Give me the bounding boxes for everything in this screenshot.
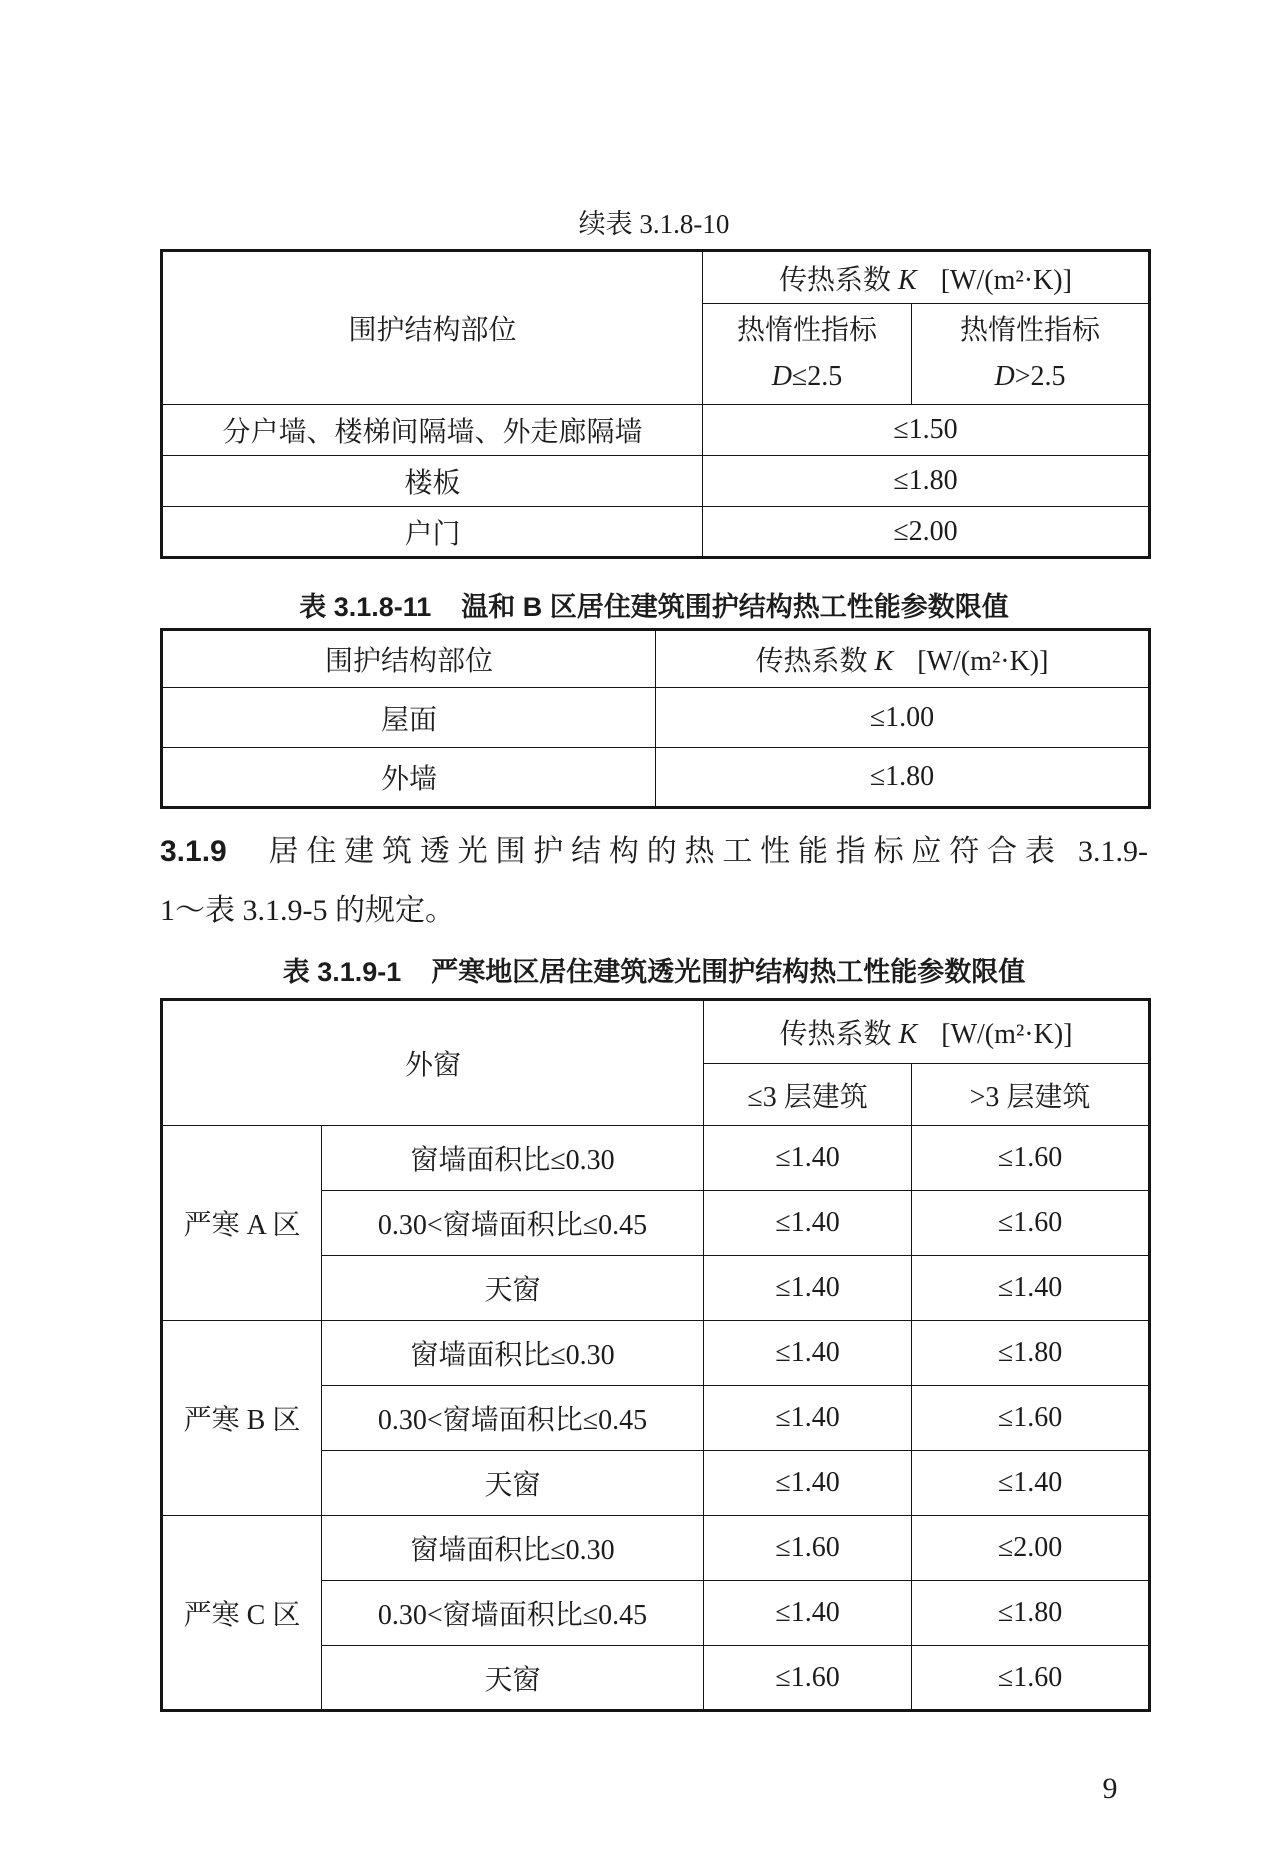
value-high-cell: ≤1.60 [912, 1646, 1150, 1711]
part-cell: 户门 [162, 507, 703, 558]
d-high-value: >2.5 [1014, 361, 1066, 392]
page-number: 9 [1102, 1772, 1118, 1805]
header-inertia-low-cell [703, 304, 912, 405]
table-row [162, 456, 1150, 507]
value-cell: ≤1.80 [703, 456, 1150, 507]
clause-3-1-9 [160, 822, 1148, 940]
region-cell: 严寒 A 区 [162, 1126, 322, 1321]
region-cell: 严寒 C 区 [162, 1516, 322, 1711]
value-high-cell: ≤2.00 [912, 1516, 1150, 1581]
desc-cell: 窗墙面积比≤0.30 [322, 1321, 704, 1386]
value-low-cell: ≤1.60 [704, 1516, 912, 1581]
header-k-cell [704, 1000, 1150, 1064]
header-part-label: 围护结构部位 [348, 315, 517, 346]
table-3-1-8-11-caption [160, 585, 1148, 624]
table-header-row [162, 1000, 1150, 1064]
value-cell: ≤1.50 [703, 405, 1150, 456]
table-header-row [162, 251, 1150, 304]
value-cell: ≤1.80 [656, 748, 1150, 808]
desc-cell: 天窗 [322, 1256, 704, 1321]
value-low-cell: ≤1.40 [704, 1581, 912, 1646]
continued-table-caption: 续表 3.1.8-10 [578, 209, 730, 239]
part-cell: 屋面 [162, 688, 656, 748]
table-header-row [162, 630, 1150, 688]
header-part-cell: 围护结构部位 [162, 630, 656, 688]
table-row [162, 507, 1150, 558]
value-high-cell: ≤1.40 [912, 1256, 1150, 1321]
value-low-cell: ≤1.40 [704, 1386, 912, 1451]
k-unit: [W/(m²·K)] [940, 264, 1072, 296]
table-row [162, 405, 1150, 456]
value-low-cell: ≤1.40 [704, 1321, 912, 1386]
k-prefix: 传热系数 [779, 264, 899, 296]
k-unit: [W/(m²·K)] [917, 646, 1049, 677]
header-k-cell [703, 251, 1150, 304]
header-k-cell [656, 630, 1150, 688]
table-3-1-9-1-caption [160, 950, 1148, 989]
value-high-cell: ≤1.80 [912, 1581, 1150, 1646]
caption-text: 温和 B 区居住建筑围护结构热工性能参数限值 [461, 592, 1009, 622]
header-part-cell [162, 251, 703, 405]
value-high-cell: ≤1.60 [912, 1386, 1150, 1451]
k-prefix: 传热系数 [779, 1019, 899, 1050]
k-prefix: 传热系数 [755, 646, 875, 677]
table-3-1-8-10 [160, 249, 1151, 559]
header-high-rise-cell: >3 层建筑 [912, 1064, 1150, 1126]
clause-line [160, 822, 1148, 881]
value-high-cell: ≤1.60 [912, 1126, 1150, 1191]
table-row [162, 1516, 1150, 1581]
d-symbol: D [994, 361, 1015, 392]
part-cell: 分户墙、楼梯间隔墙、外走廊隔墙 [162, 405, 703, 456]
part-cell: 外墙 [162, 748, 656, 808]
desc-cell: 0.30<窗墙面积比≤0.45 [322, 1386, 704, 1451]
table-row [162, 688, 1150, 748]
table-row [162, 748, 1150, 808]
inertia-label: 热惰性指标 [959, 315, 1100, 346]
caption-label: 表 3.1.9-1 [282, 957, 402, 987]
clause-number: 3.1.9 [160, 835, 227, 868]
desc-cell: 0.30<窗墙面积比≤0.45 [322, 1191, 704, 1256]
k-symbol: K [874, 646, 894, 677]
table-3-1-8-11 [160, 628, 1151, 809]
desc-cell: 天窗 [322, 1451, 704, 1516]
table-row [162, 1321, 1150, 1386]
header-inertia-high-cell [912, 304, 1150, 405]
value-low-cell: ≤1.40 [704, 1256, 912, 1321]
table-3-1-9-1 [160, 998, 1151, 1712]
desc-cell: 天窗 [322, 1646, 704, 1711]
value-low-cell: ≤1.60 [704, 1646, 912, 1711]
desc-cell: 窗墙面积比≤0.30 [322, 1126, 704, 1191]
inertia-label: 热惰性指标 [736, 315, 877, 346]
clause-line: 1～表 3.1.9-5 的规定。 [160, 894, 455, 927]
caption-label: 表 3.1.8-11 [299, 592, 432, 622]
value-high-cell: ≤1.60 [912, 1191, 1150, 1256]
d-low-value: ≤2.5 [791, 361, 843, 392]
k-symbol: K [898, 1019, 918, 1050]
value-high-cell: ≤1.40 [912, 1451, 1150, 1516]
desc-cell: 窗墙面积比≤0.30 [322, 1516, 704, 1581]
clause-text: 居住建筑透光围护结构的热工性能指标应符合表 3.1.9- [260, 835, 1148, 868]
table-row [162, 1126, 1150, 1191]
value-cell: ≤1.00 [656, 688, 1150, 748]
k-unit: [W/(m²·K)] [941, 1019, 1073, 1050]
header-window-cell: 外窗 [162, 1000, 704, 1126]
value-low-cell: ≤1.40 [704, 1126, 912, 1191]
value-low-cell: ≤1.40 [704, 1451, 912, 1516]
header-low-rise-cell: ≤3 层建筑 [704, 1064, 912, 1126]
caption-text: 严寒地区居住建筑透光围护结构热工性能参数限值 [431, 957, 1026, 987]
inertia-high-cond [912, 354, 1148, 400]
desc-cell: 0.30<窗墙面积比≤0.45 [322, 1581, 704, 1646]
k-symbol: K [898, 264, 917, 296]
region-cell: 严寒 B 区 [162, 1321, 322, 1516]
value-cell: ≤2.00 [703, 507, 1150, 558]
d-symbol: D [771, 361, 792, 392]
value-high-cell: ≤1.80 [912, 1321, 1150, 1386]
value-low-cell: ≤1.40 [704, 1191, 912, 1256]
part-cell: 楼板 [162, 456, 703, 507]
inertia-low-cond [703, 354, 911, 400]
